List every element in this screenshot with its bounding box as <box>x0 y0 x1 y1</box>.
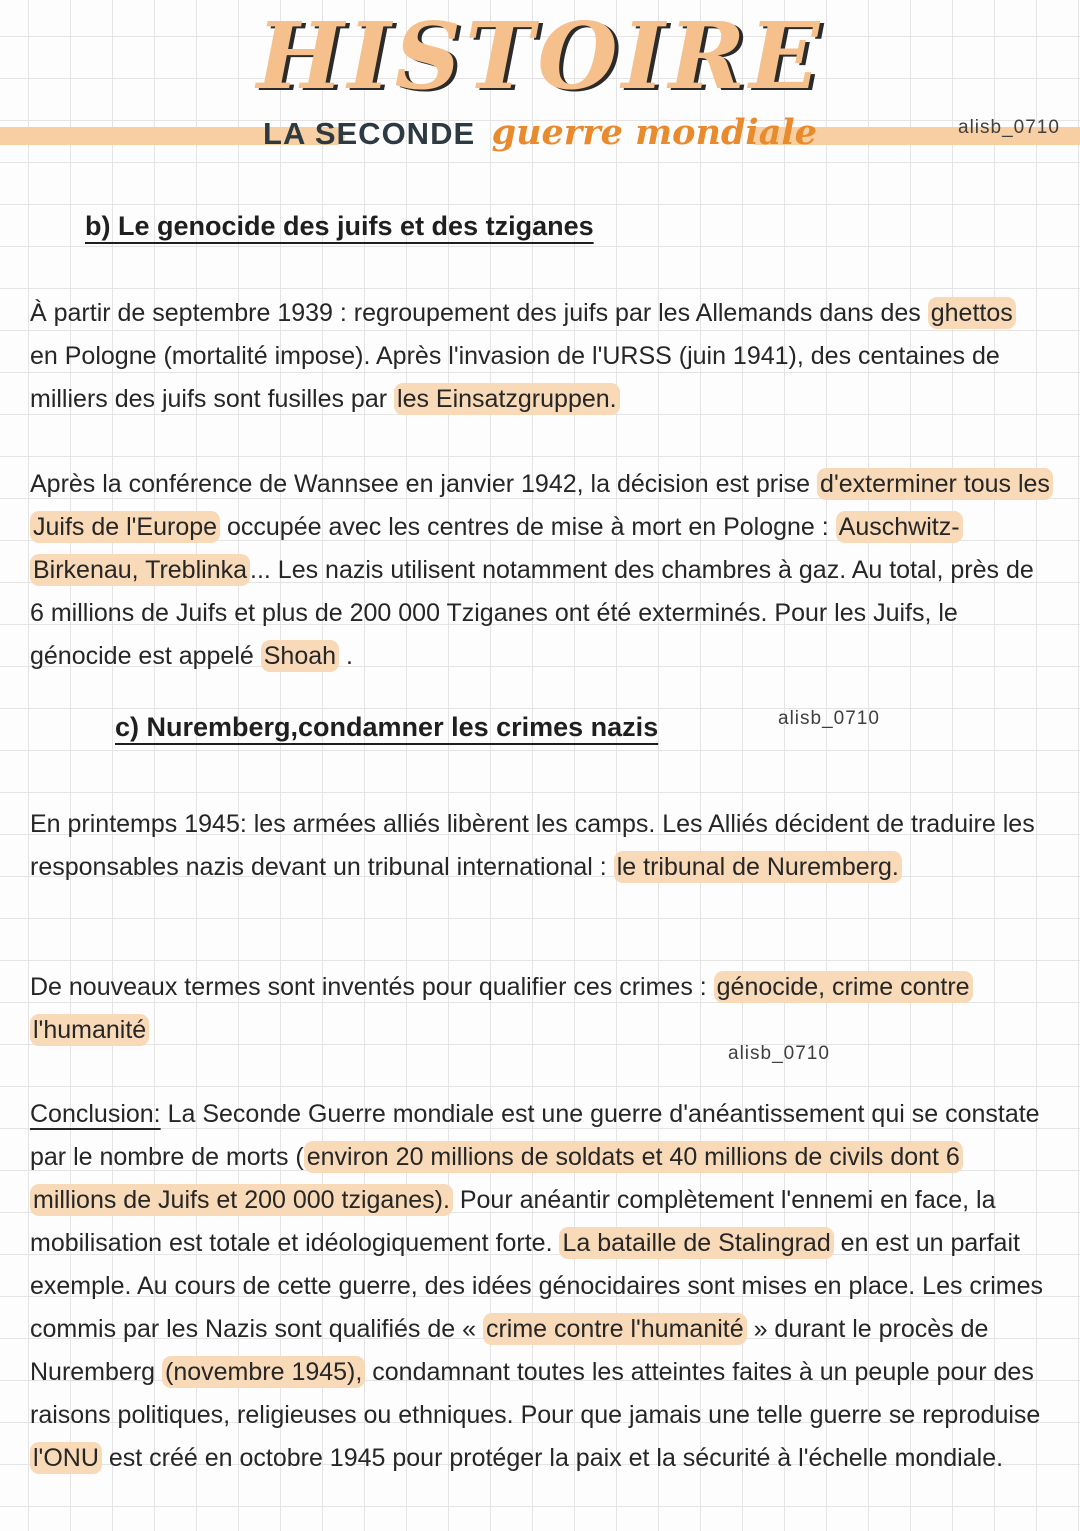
watermark-middle: alisb_0710 <box>778 708 880 729</box>
highlighted-text: les Einsatzgruppen. <box>394 383 620 415</box>
subtitle-script: guerre mondiale <box>491 112 817 153</box>
text-segment: occupée avec les centres de mise à mort en Pologne : <box>220 513 836 541</box>
highlighted-text: Shoah <box>261 640 339 672</box>
paragraph-ghettos <box>30 292 1050 421</box>
highlighted-text: d'exterminer tous les Juifs de l'Europe <box>30 468 1053 543</box>
subtitle-prefix: LA SECONDE <box>263 116 476 151</box>
text-segment: est créé en octobre 1945 pour protéger la paix et la sécurité à l'échelle mondiale. <box>101 1444 1004 1472</box>
conclusion-label: Conclusion: <box>30 1100 161 1128</box>
highlighted-text: environ 20 millions de soldats et 40 millions de civils dont 6 millions de Juifs et 200 000 tziganes). <box>30 1141 963 1216</box>
page-subtitle <box>0 112 1080 153</box>
page-title: HISTOIRE <box>256 2 824 110</box>
text-segment: . <box>339 642 353 670</box>
highlighted-text: le tribunal de Nuremberg. <box>614 851 902 883</box>
text-segment: ... Les nazis utilisent notamment des chambres à gaz. Au total, près de 6 millions de Juifs et plus de 200 000 Tziganes ont été exterminés. Pour les Juifs, le génocide est appelé <box>30 556 1034 670</box>
paragraph-liberation <box>30 803 1050 889</box>
text-segment: Après la conférence de Wannsee en janvier 1942, la décision est prise <box>30 470 818 498</box>
highlighted-text: génocide, crime contre l'humanité <box>30 971 973 1046</box>
highlighted-text: crime contre l'humanité <box>483 1313 747 1345</box>
watermark-top: alisb_0710 <box>958 117 1060 138</box>
text-segment: À partir de septembre 1939 : regroupement des juifs par les Allemands dans des <box>30 299 928 327</box>
section-heading-c: c) Nuremberg,condamner les crimes nazis <box>115 712 659 742</box>
highlighted-text: l'ONU <box>30 1442 102 1474</box>
paragraph-wannsee <box>30 463 1050 678</box>
text-segment: De nouveaux termes sont inventés pour qualifier ces crimes : <box>30 973 714 1001</box>
text-segment: En printemps 1945: les armées alliés libèrent les camps. Les Alliés décident de traduire les responsables nazis devant un tribunal international : <box>30 810 1035 881</box>
text-segment: condamnant toutes les atteintes faites à un peuple pour des raisons politiques, religieuses ou ethniques. Pour que jamais une telle guerre se reproduise <box>30 1358 1041 1429</box>
watermark-bottom: alisb_0710 <box>728 1043 830 1064</box>
paragraph-conclusion <box>30 1093 1050 1480</box>
highlighted-text: La bataille de Stalingrad <box>559 1227 833 1259</box>
text-segment: La Seconde Guerre mondiale est une guerre d'anéantissement qui se constate par le nombre de morts ( <box>30 1100 1040 1171</box>
text-segment: » durant le procès de Nuremberg <box>30 1315 989 1386</box>
highlighted-text: Auschwitz-Birkenau, Treblinka <box>30 511 963 586</box>
text-segment: en Pologne (mortalité impose). Après l'invasion de l'URSS (juin 1941), des centaines de milliers des juifs sont fusilles par <box>30 342 1000 413</box>
section-heading-b: b) Le genocide des juifs et des tziganes <box>85 211 594 241</box>
text-segment: en est un parfait exemple. Au cours de cette guerre, des idées génocidaires sont mises en place. Les crimes commis par les Nazis sont qualifiés de « <box>30 1229 1044 1343</box>
paragraph-nouveaux-termes <box>30 966 1050 1052</box>
text-segment: Pour anéantir complètement l'ennemi en face, la mobilisation est totale et idéologiquement forte. <box>30 1186 996 1257</box>
highlighted-text: ghettos <box>928 297 1016 329</box>
highlighted-text: (novembre 1945), <box>162 1356 365 1388</box>
